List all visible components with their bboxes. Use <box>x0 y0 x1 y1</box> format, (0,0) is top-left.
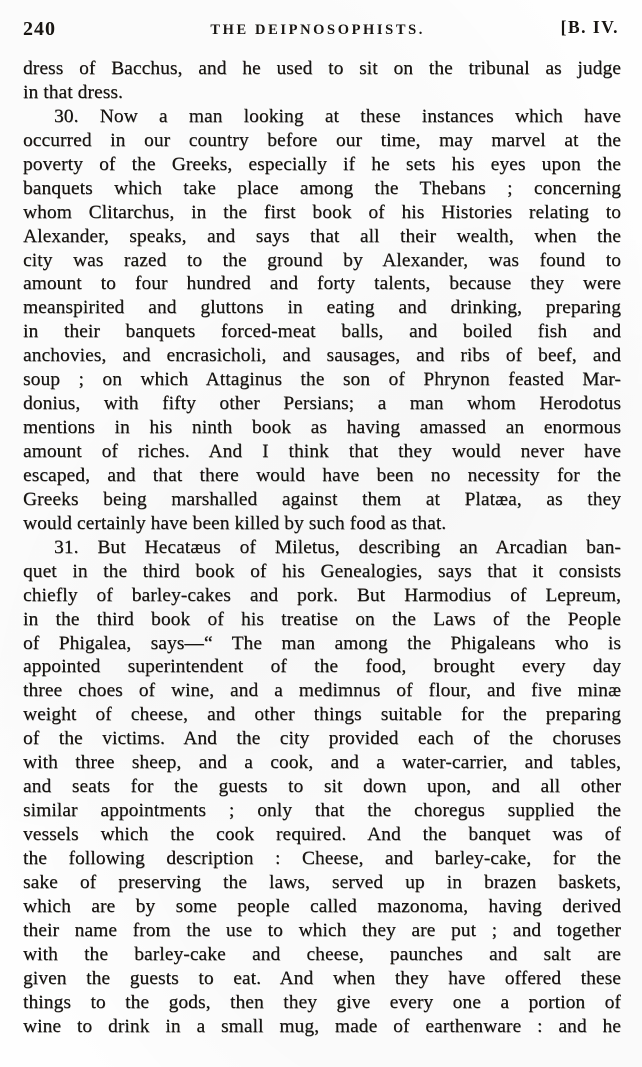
text-line: poverty of the Greeks, especially if he sets his eyes upon the <box>23 153 621 175</box>
paragraph <box>23 57 621 105</box>
text-line: the following description : Cheese, and barley-cake, for the <box>23 847 621 869</box>
paragraph <box>23 536 621 1039</box>
text-line: would certainly have been killed by such food as that. <box>23 512 447 534</box>
book-marker: [B. IV. <box>560 17 619 37</box>
text-line: given the guests to eat. And when they have offered these <box>23 967 621 989</box>
text-line: soup ; on which Attaginus the son of Phrynon feasted Mar- <box>23 369 621 391</box>
page-number: 240 <box>23 18 56 40</box>
text-line: banquets which take place among the Thebans ; concerning <box>23 177 621 199</box>
text-line: meanspirited and gluttons in eating and drinking, preparing <box>23 297 621 319</box>
text-line: dress of Bacchus, and he used to sit on the tribunal as judge <box>23 58 621 79</box>
text-line: occurred in our country before our time, may marvel at the <box>23 129 621 151</box>
text-line: donius, with fifty other Persians; a man whom Herodotus <box>23 393 621 415</box>
text-line: amount of riches. And I think that they would never have <box>23 441 621 462</box>
text-line: 31. But Hecatæus of Miletus, describing an Arcadian ban- <box>54 536 621 558</box>
text-line: which are by some people called mazonoma, having derived <box>23 895 621 917</box>
text-line: sake of preserving the laws, served up in brazen baskets, <box>23 871 621 893</box>
text-line: chiefly of barley-cakes and pork. But Harmodius of Lepreum, <box>23 584 621 606</box>
page-body <box>23 57 621 1038</box>
text-line: in the third book of his treatise on the Laws of the People <box>23 608 621 630</box>
text-line: Greeks being marshalled against them at Platæa, as they <box>23 488 621 510</box>
text-line: quet in the third book of his Genealogies, says that it consists <box>23 560 621 582</box>
text-line: in that dress. <box>23 81 123 103</box>
text-line: wine to drink in a small mug, made of earthenware : and he <box>23 1015 621 1037</box>
text-line: anchovies, and encrasicholi, and sausages, and ribs of beef, and <box>23 345 621 367</box>
text-line: amount to four hundred and forty talents, because they were <box>23 273 621 295</box>
text-line: Alexander, speaks, and says that all their wealth, when the <box>23 225 621 247</box>
text-line: of the victims. And the city provided each of the choruses <box>23 728 621 750</box>
text-line: and seats for the guests to sit down upon, and all other <box>23 776 621 798</box>
text-line: with the barley-cake and cheese, paunches and salt are <box>23 943 621 965</box>
text-line: appointed superintendent of the food, brought every day <box>23 656 621 678</box>
text-line: 30. Now a man looking at these instances which have <box>54 105 621 127</box>
text-line: mentions in his ninth book as having amassed an enormous <box>23 417 621 439</box>
text-line: in their banquets forced-meat balls, and boiled fish and <box>23 321 621 343</box>
text-line: similar appointments ; only that the choregus supplied the <box>23 800 621 822</box>
running-title: THE DEIPNOSOPHISTS. <box>210 22 426 38</box>
text-line: city was razed to the ground by Alexander, was found to <box>23 249 621 271</box>
text-line: their name from the use to which they are put ; and together <box>23 919 621 941</box>
text-line: of Phigalea, says—“ The man among the Phigaleans who is <box>23 632 621 654</box>
text-line: things to the gods, then they give every one a portion of <box>23 991 621 1013</box>
running-header <box>23 16 621 42</box>
text-line: with three sheep, and a cook, and a water-carrier, and tables, <box>23 752 621 774</box>
text-line: three choes of wine, and a medimnus of flour, and five minæ <box>23 680 621 702</box>
text-line: vessels which the cook required. And the banquet was of <box>23 824 621 845</box>
text-line: escaped, and that there would have been no necessity for the <box>23 464 621 486</box>
text-line: whom Clitarchus, in the first book of his Histories relating to <box>23 201 621 223</box>
paragraph <box>23 105 621 536</box>
text-line: weight of cheese, and other things suitable for the preparing <box>23 704 621 726</box>
